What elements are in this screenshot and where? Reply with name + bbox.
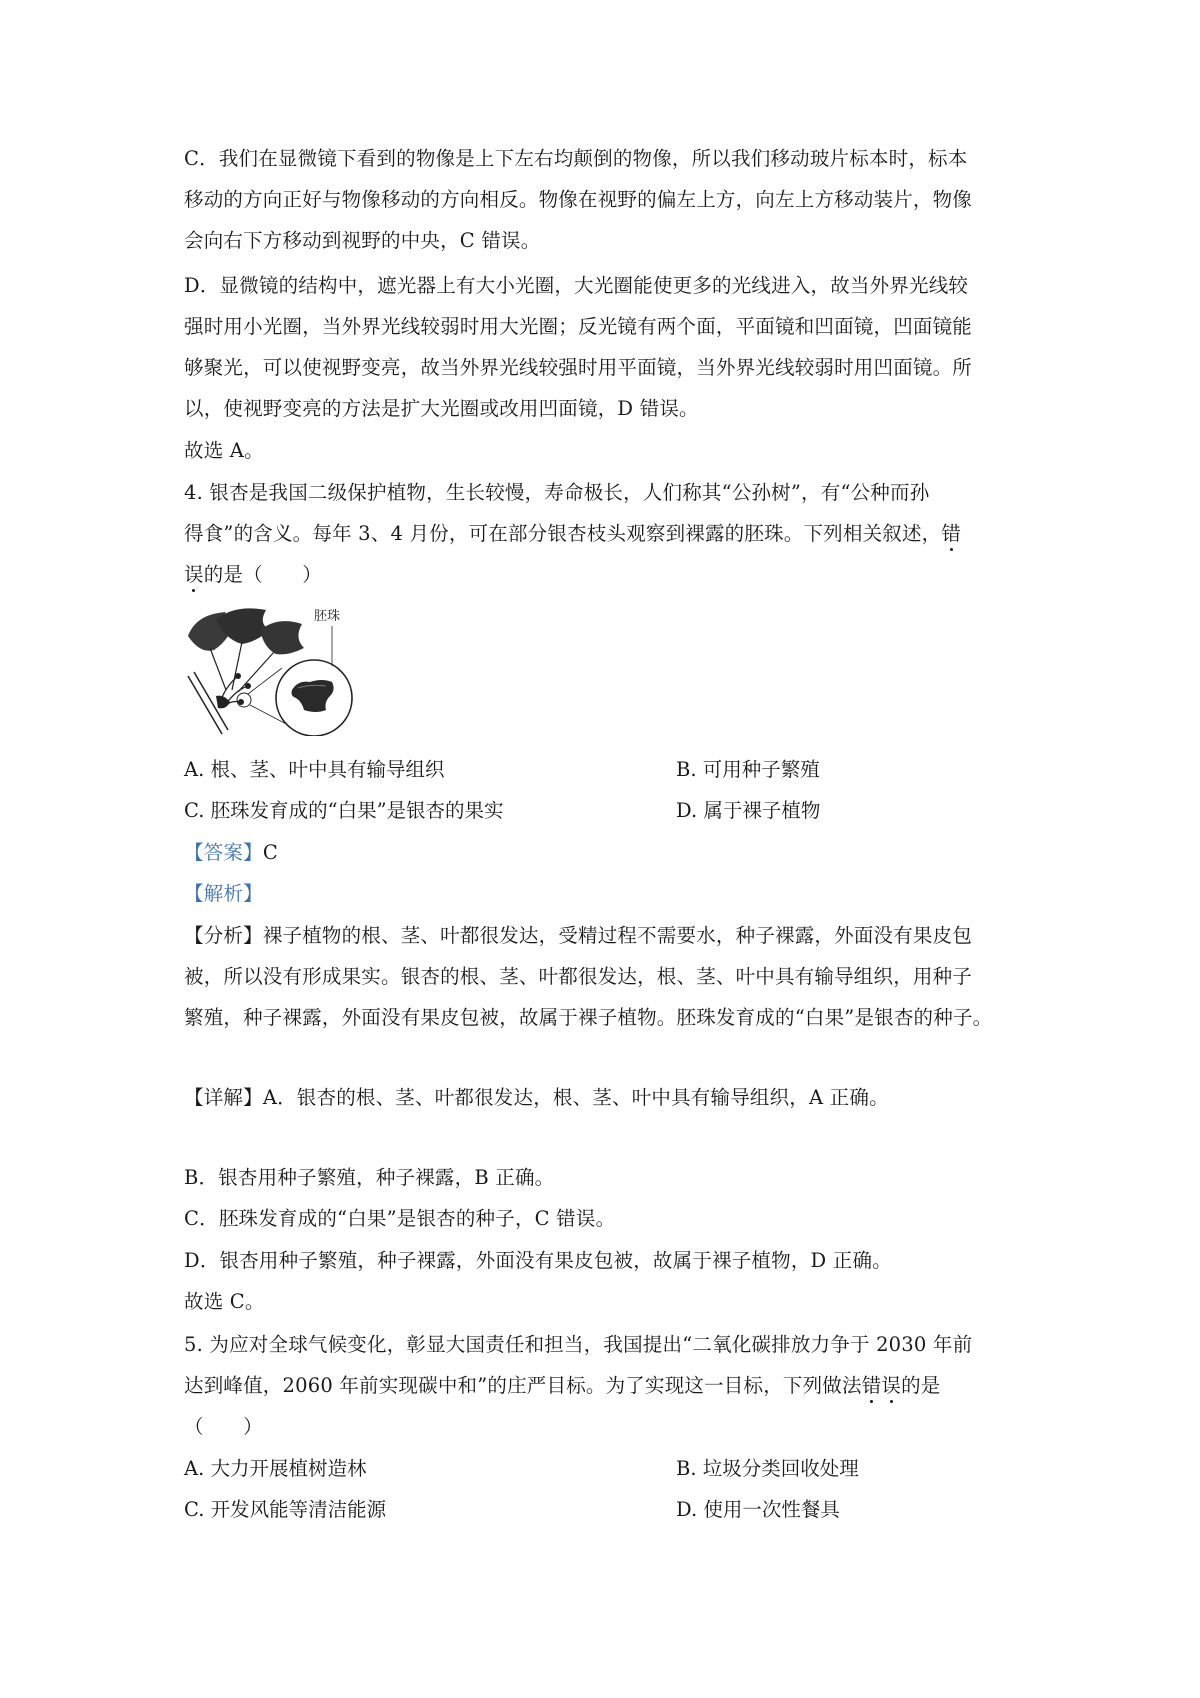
answer-tag: 【答案】 (184, 841, 263, 864)
ginkgo-ovule-figure (186, 606, 376, 736)
q4-option-b: B. 可用种子繁殖 (676, 758, 820, 781)
q3-d-line-4: 以，使视野变亮的方法是扩大光圈或改用凹面镜，D 错误。 (184, 397, 699, 420)
q4-stem-line-2: 得食”的含义。每年 3、4 月份，可在部分银杏枝头观察到裸露的胚珠。下列相关叙述，错 (184, 522, 962, 545)
emphasis-char: 误 (184, 563, 204, 586)
q4-option-a: A. 根、茎、叶中具有输导组织 (184, 758, 445, 781)
q4-xiangjie-b: B．银杏用种子繁殖，种子裸露，B 正确。 (184, 1166, 555, 1189)
q3-c-line-1: C．我们在显微镜下看到的物像是上下左右均颠倒的物像，所以我们移动玻片标本时，标本 (184, 147, 968, 170)
q5-stem-line-2: 达到峰值，2060 年前实现碳中和”的庄严目标。为了实现这一目标，下列做法错误的是 (184, 1374, 941, 1397)
q4-stem-line-1: 4. 银杏是我国二级保护植物，生长较慢，寿命极长，人们称其“公孙树”，有“公种而孙 (184, 481, 930, 504)
q3-c-line-3: 会向右下方移动到视野的中央，C 错误。 (184, 229, 541, 252)
ginkgo-illustration (186, 606, 376, 736)
ginkgo-leaf-shape-3 (260, 621, 304, 654)
q5-option-b: B. 垃圾分类回收处理 (676, 1457, 859, 1480)
q5-option-a: A. 大力开展植树造林 (184, 1457, 367, 1480)
q4-option-c: C. 胚珠发育成的“白果”是银杏的果实 (184, 799, 504, 822)
figure-label-ovule: 胚珠 (314, 609, 341, 624)
q4-xiangjie-a: 【详解】A．银杏的根、茎、叶都很发达，根、茎、叶中具有输导组织，A 正确。 (184, 1086, 889, 1109)
answer-value: C (262, 841, 278, 864)
q3-d-line-1: D．显微镜的结构中，遮光器上有大小光圈，大光圈能使更多的光线进入，故当外界光线较 (184, 274, 969, 297)
xiangjie-tag: 【详解】 (184, 1086, 263, 1109)
q3-d-line-2: 强时用小光圈，当外界光线较弱时用大光圈；反光镜有两个面，平面镜和凹面镜，凹面镜能 (184, 315, 973, 338)
q4-answer (184, 840, 278, 866)
emphasis-char: 错 (941, 522, 962, 545)
q4-analysis-tag: 【解析】 (184, 882, 263, 905)
emphasis-char: 错 (861, 1374, 882, 1397)
q4-fenxi-line-3: 繁殖，种子裸露，外面没有果皮包被，故属于裸子植物。胚珠发育成的“白果”是银杏的种子。 (184, 1006, 993, 1029)
q4-option-d: D. 属于裸子植物 (676, 799, 821, 822)
q4-conclusion: 故选 C。 (184, 1290, 265, 1313)
q4-fenxi-line-2: 被，所以没有形成果实。银杏的根、茎、叶都很发达，根、茎、叶中具有输导组织，用种子 (184, 965, 973, 988)
q5-stem-line-1: 5. 为应对全球气候变化，彰显大国责任和担当，我国提出“二氧化碳排放力争于 2030 年前 (184, 1333, 973, 1356)
q4-fenxi-line-1: 【分析】裸子植物的根、茎、叶都很发达，受精过程不需要水，种子裸露，外面没有果皮包 (184, 924, 973, 947)
q4-stem-line-3: 误的是（ ） (184, 563, 322, 586)
q3-d-line-3: 够聚光，可以使视野变亮，故当外界光线较强时用平面镜，当外界光线较弱时用凹面镜。所 (184, 356, 973, 379)
q4-xiangjie-d: D．银杏用种子繁殖，种子裸露，外面没有果皮包被，故属于裸子植物，D 正确。 (184, 1249, 892, 1272)
q5-stem-line-3: （ ） (184, 1415, 263, 1438)
fenxi-tag: 【分析】 (184, 924, 263, 947)
q4-xiangjie-c: C．胚珠发育成的“白果”是银杏的种子，C 错误。 (184, 1207, 616, 1230)
q5-option-d: D. 使用一次性餐具 (676, 1498, 840, 1521)
q3-c-line-2: 移动的方向正好与物像移动的方向相反。物像在视野的偏左上方，向左上方移动装片，物像 (184, 188, 973, 211)
emphasis-char: 误 (881, 1374, 902, 1397)
q5-option-c: C. 开发风能等清洁能源 (184, 1498, 387, 1521)
q3-conclusion: 故选 A。 (184, 439, 264, 462)
